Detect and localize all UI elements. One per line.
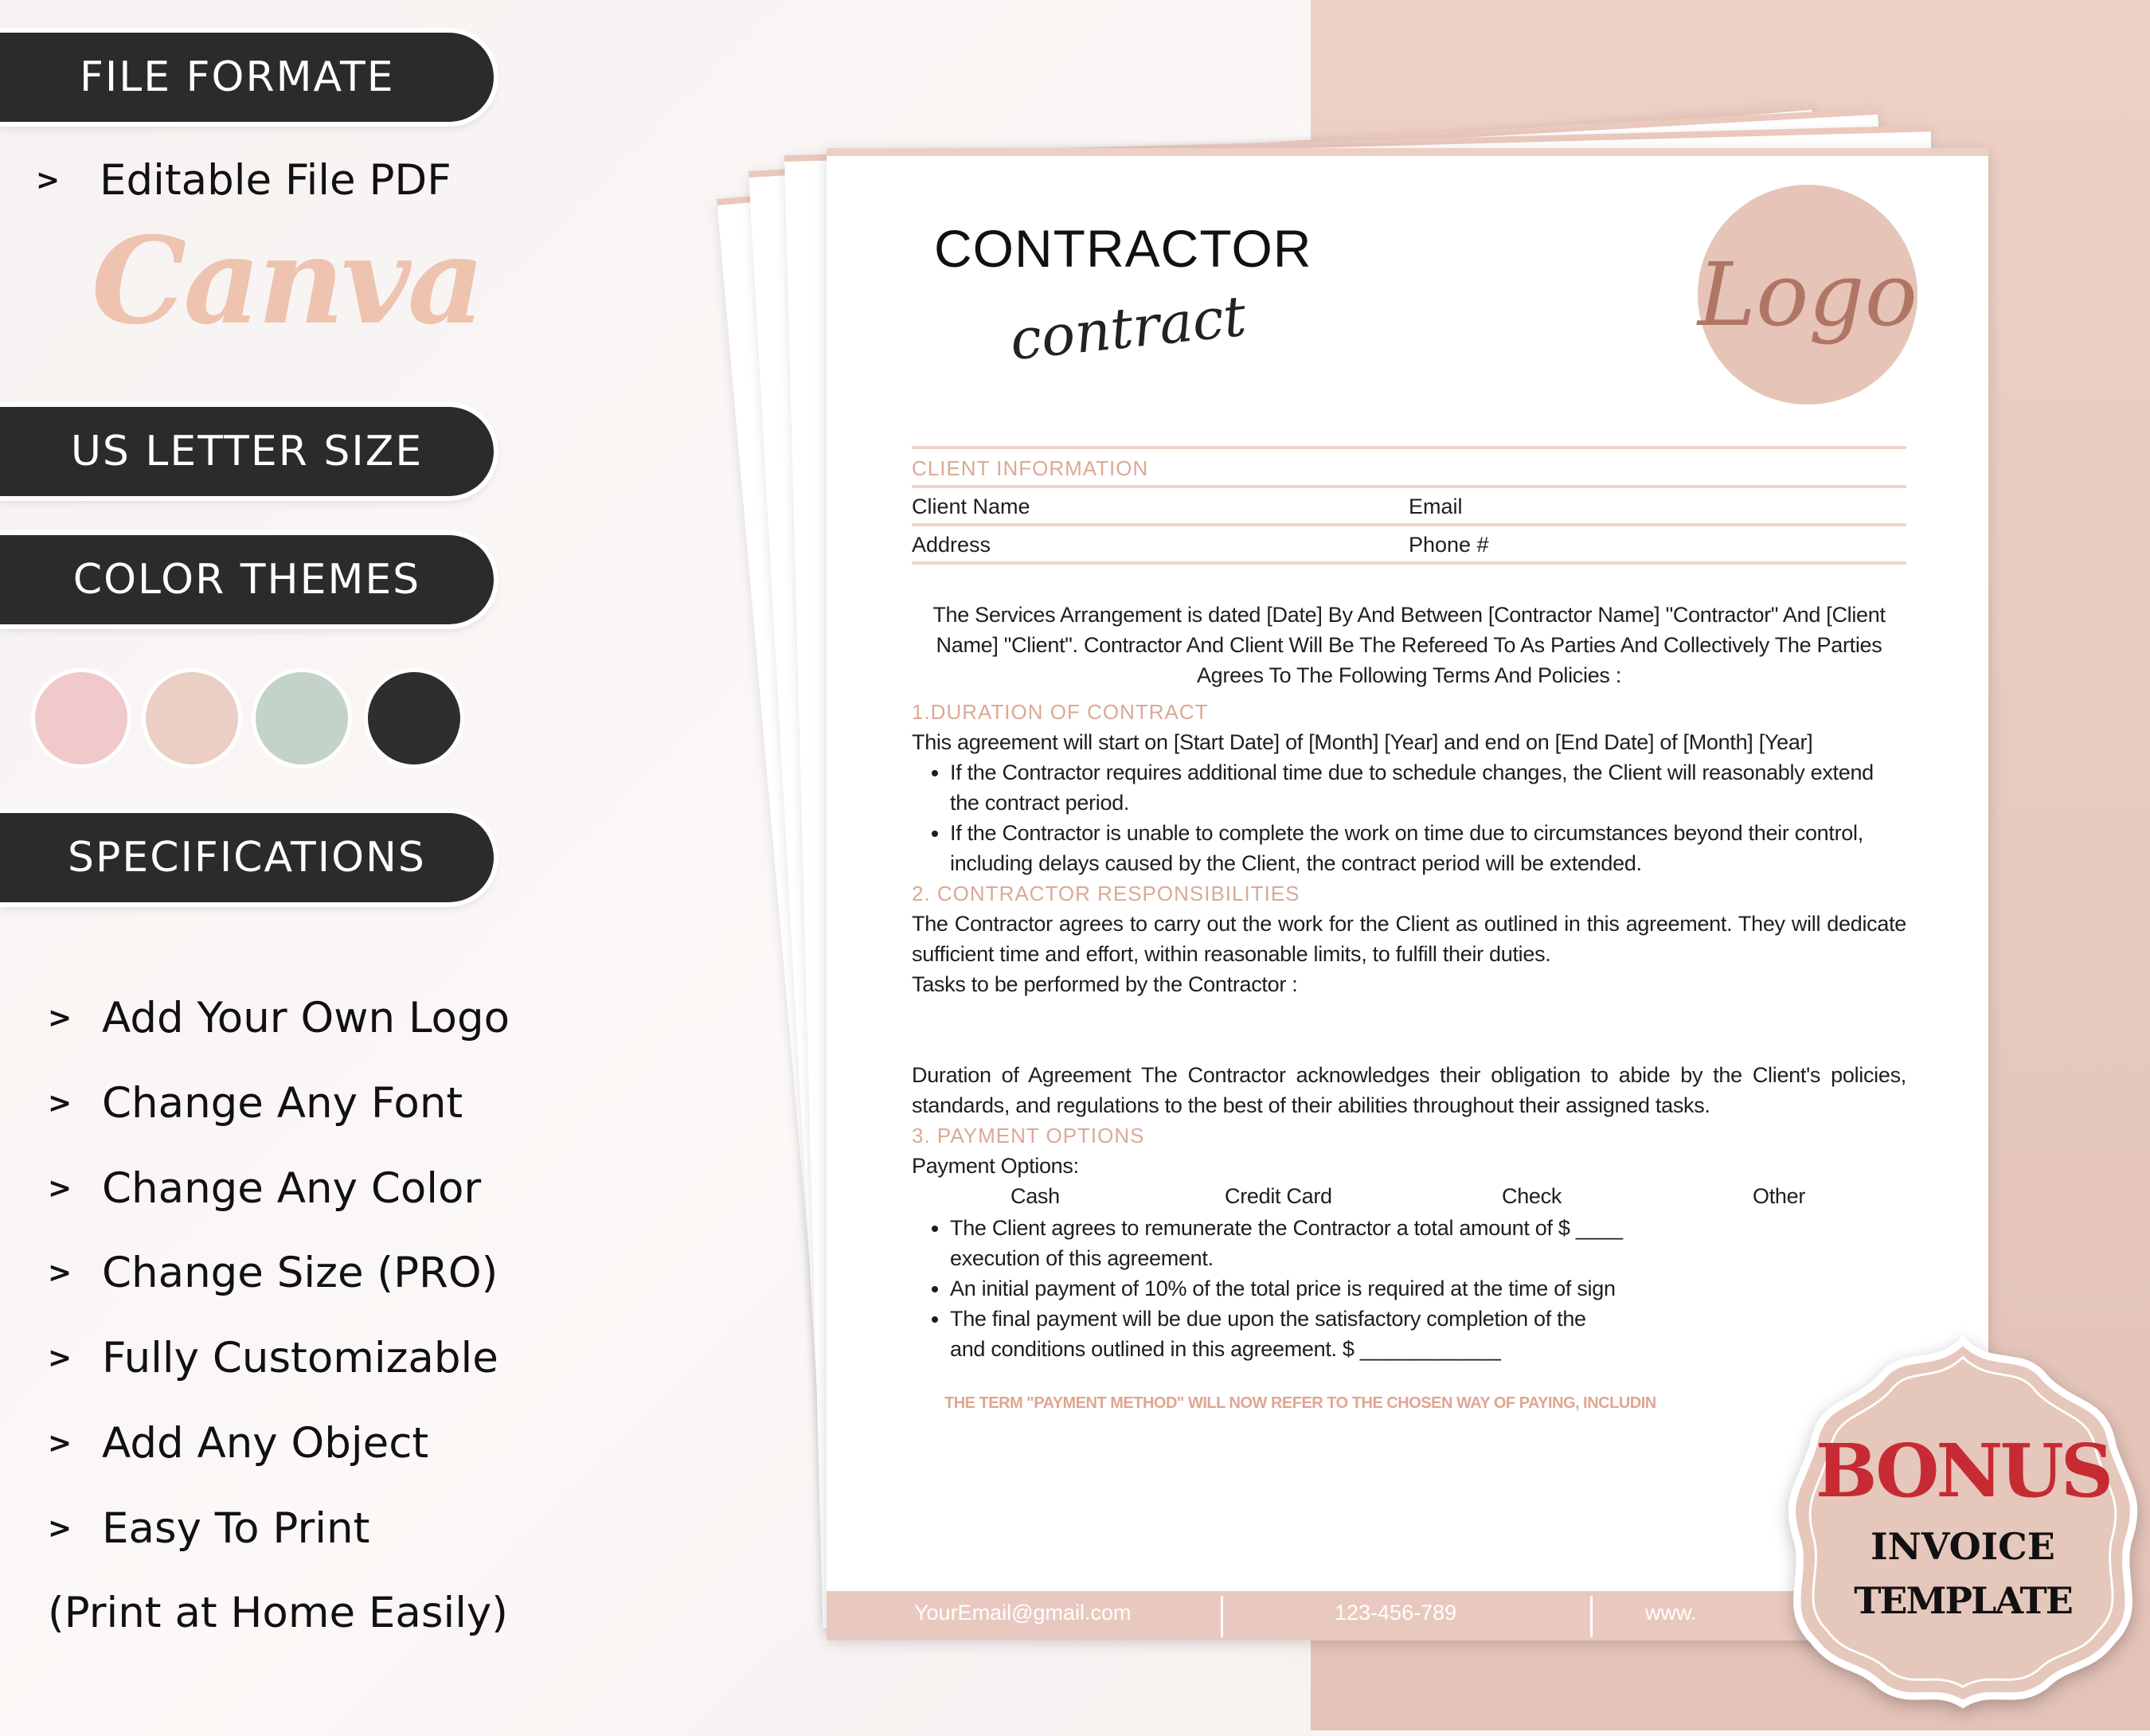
option-other: Other [1753, 1184, 1806, 1208]
bullet-item: • An initial payment of 10% of the total price is required at the time of sign [950, 1273, 1906, 1304]
footer-separator [1590, 1596, 1593, 1637]
footer-website: www. [1645, 1601, 1697, 1625]
bullet-item: • If the Contractor is unable to complete the work on time due to circumstances beyond their control, including delays caused by the Client, the contract period will be extended. [950, 818, 1906, 878]
swatch-beige [146, 672, 238, 764]
bullet-item: • The final payment will be due upon the satisfactory completion of the [950, 1304, 1906, 1334]
chevron-icon: > [48, 1172, 72, 1205]
contract-body [912, 600, 1906, 1418]
chevron-icon: > [48, 1087, 72, 1120]
canva-logo: Canva [92, 211, 482, 351]
feature-label: Add Any Object [102, 1419, 429, 1468]
size-banner [0, 407, 494, 496]
payment-options-label: Payment Options: [912, 1154, 1079, 1178]
tasks-label: Tasks to be performed by the Contractor : [912, 972, 1298, 996]
option-check: Check [1502, 1184, 1562, 1208]
client-info-heading: CLIENT INFORMATION [912, 456, 1149, 480]
feature-item [48, 1419, 428, 1468]
color-themes-label: COLOR THEMES [72, 556, 421, 604]
swatch-pink [35, 672, 127, 764]
specifications-banner [0, 813, 494, 902]
section-3-bullets [912, 1213, 1906, 1364]
doc-subtitle: contract [1007, 283, 1249, 373]
badge-invoice: INVOICE [1870, 1525, 2055, 1568]
feature-label: Change Size (PRO) [102, 1249, 498, 1297]
chevron-icon: > [48, 1427, 72, 1460]
swatch-sage [256, 672, 348, 764]
feature-label: Change Any Font [102, 1079, 463, 1128]
option-cash: Cash [1010, 1184, 1060, 1208]
feature-label: Easy To Print [102, 1504, 370, 1553]
section-1-text: This agreement will start on [Start Date] of [Month] [Year] and end on [End Date] of [Month] [Year] [912, 730, 1813, 754]
editable-pdf-item [36, 156, 452, 205]
section-2-text: The Contractor agrees to carry out the work for the Client as outlined in this agreement. They will dedicate sufficient time and effort, within reasonable limits, to fulfill their duties. [912, 912, 1906, 966]
chevron-icon: > [48, 1342, 72, 1374]
bullet-item: • If the Contractor requires additional time due to schedule changes, the Client will reasonably extend the contract period. [950, 757, 1906, 818]
tasks-blank-space [912, 999, 1906, 1060]
footer-separator [1221, 1596, 1223, 1637]
footer-phone: 123-456-789 [1335, 1601, 1457, 1625]
feature-item [48, 1079, 463, 1128]
footer-email: YourEmail@gmail.com [914, 1601, 1132, 1625]
chevron-icon: > [48, 1512, 72, 1545]
scalloped-badge-shape [1776, 1326, 2150, 1715]
badge-bonus: BONUS [1815, 1428, 2111, 1514]
file-format-label: FILE FORMATE [80, 53, 395, 101]
color-themes-banner [0, 535, 494, 624]
feature-item [48, 1249, 498, 1297]
duration-paragraph: Duration of Agreement The Contractor acknowledges their obligation to abide by the Client's policies, standards, and regulations to the best of their abilities throughout their assigned tasks. [912, 1063, 1906, 1117]
section-1-heading: 1.DURATION OF CONTRACT [912, 700, 1209, 724]
feature-label: Change Any Color [102, 1164, 482, 1213]
chevron-icon: > [48, 1257, 72, 1289]
size-label: US LETTER SIZE [70, 428, 424, 475]
specifications-label: SPECIFICATIONS [68, 834, 426, 882]
print-note: (Print at Home Easily) [48, 1589, 508, 1637]
payment-options-row [912, 1181, 1906, 1213]
divider [912, 523, 1906, 526]
feature-item [48, 994, 510, 1042]
section-2-heading: 2. CONTRACTOR RESPONSIBILITIES [912, 882, 1300, 905]
intro-paragraph: The Services Arrangement is dated [Date] By And Between [Contractor Name] "Contractor" And [Client Name] "Client". Contractor And Client Will Be The Refereed To As Parties And Collectively The Parties Agrees To The Following Terms And Policies : [932, 603, 1886, 687]
feature-item [48, 1504, 369, 1553]
chevron-icon: > [36, 164, 61, 197]
divider [912, 485, 1906, 488]
footnote: THE TERM "PAYMENT METHOD" WILL NOW REFER TO THE CHOSEN WAY OF PAYING, INCLUDIN [944, 1394, 1656, 1412]
option-credit-card: Credit Card [1225, 1184, 1332, 1208]
feature-label: Fully Customizable [102, 1334, 498, 1382]
swatch-charcoal [368, 672, 460, 764]
bullet-item: • The Client agrees to remunerate the Contractor a total amount of $ ____ [950, 1213, 1906, 1243]
logo-placeholder [1698, 185, 1917, 405]
doc-title: CONTRACTOR [934, 219, 1312, 278]
divider [912, 446, 1906, 449]
bonus-badge [1776, 1326, 2150, 1715]
bullet-continuation: execution of this agreement. [950, 1246, 1214, 1270]
feature-label: Add Your Own Logo [102, 994, 510, 1042]
feature-item [48, 1334, 498, 1382]
divider [912, 561, 1906, 565]
feature-item [48, 1164, 481, 1213]
chevron-icon: > [48, 1002, 72, 1034]
badge-template: TEMPLATE [1854, 1579, 2072, 1622]
section-3-heading: 3. PAYMENT OPTIONS [912, 1124, 1145, 1148]
bullet-continuation: and conditions outlined in this agreement. $ ____________ [950, 1337, 1501, 1361]
email-label: Email [1409, 495, 1463, 518]
editable-pdf-label: Editable File PDF [100, 156, 452, 205]
section-1-bullets [912, 757, 1906, 878]
logo-text: Logo [1698, 244, 1917, 346]
phone-label: Phone # [1409, 533, 1489, 557]
client-name-label: Client Name [912, 495, 1030, 518]
file-format-banner [0, 33, 494, 122]
address-label: Address [912, 533, 991, 557]
